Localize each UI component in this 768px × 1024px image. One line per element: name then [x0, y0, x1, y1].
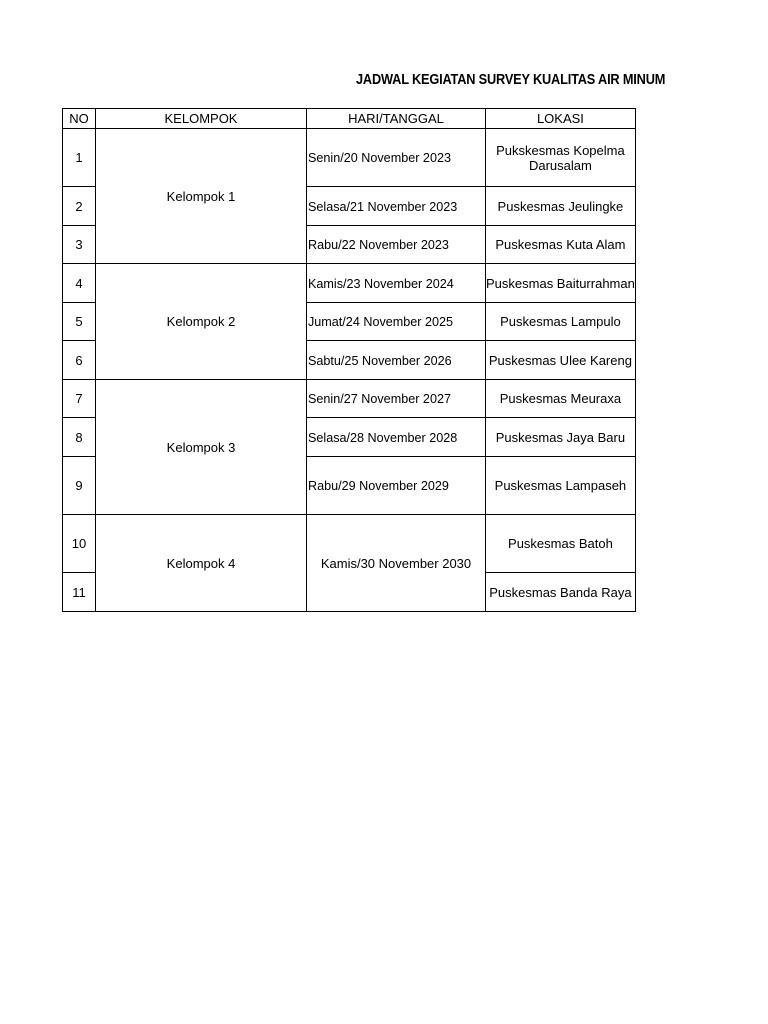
row-no: 2	[63, 187, 96, 226]
row-no: 11	[63, 573, 96, 612]
row-lokasi: Puskesmas Lampulo	[486, 303, 636, 341]
row-hari-tanggal: Sabtu/25 November 2026	[307, 341, 486, 380]
row-hari-tanggal: Rabu/22 November 2023	[307, 226, 486, 264]
document-title: JADWAL KEGIATAN SURVEY KUALITAS AIR MINUM	[356, 72, 666, 88]
row-no: 1	[63, 129, 96, 187]
row-no: 9	[63, 457, 96, 515]
row-no: 6	[63, 341, 96, 380]
row-no: 8	[63, 418, 96, 457]
header-hari-tanggal: HARI/TANGGAL	[307, 109, 486, 129]
row-no: 5	[63, 303, 96, 341]
row-hari-tanggal: Jumat/24 November 2025	[307, 303, 486, 341]
group-cell-kelompok-3: Kelompok 3	[96, 380, 307, 515]
row-no: 3	[63, 226, 96, 264]
row-no: 7	[63, 380, 96, 418]
schedule-table	[62, 108, 636, 612]
table-row	[63, 264, 636, 303]
table-row	[63, 380, 636, 418]
row-hari-tanggal: Kamis/23 November 2024	[307, 264, 486, 303]
table-row	[63, 129, 636, 187]
row-no: 10	[63, 515, 96, 573]
row-lokasi: Puskesmas Banda Raya	[486, 573, 636, 612]
row-hari-tanggal: Senin/27 November 2027	[307, 380, 486, 418]
row-lokasi: Puskesmas Kuta Alam	[486, 226, 636, 264]
row-lokasi: Puskesmas Lampaseh	[486, 457, 636, 515]
group-cell-kelompok-4: Kelompok 4	[96, 515, 307, 612]
row-hari-tanggal: Selasa/21 November 2023	[307, 187, 486, 226]
header-lokasi: LOKASI	[486, 109, 636, 129]
row-lokasi: Pukskesmas Kopelma Darusalam	[486, 129, 636, 187]
table-header-row	[63, 109, 636, 129]
table-row	[63, 515, 636, 573]
row-lokasi: Puskesmas Jeulingke	[486, 187, 636, 226]
row-hari-tanggal: Senin/20 November 2023	[307, 129, 486, 187]
row-lokasi: Puskesmas Batoh	[486, 515, 636, 573]
row-hari-tanggal: Kamis/30 November 2030	[307, 515, 486, 612]
row-lokasi: Puskesmas Ulee Kareng	[486, 341, 636, 380]
group-cell-kelompok-2: Kelompok 2	[96, 264, 307, 380]
row-lokasi: Puskesmas Jaya Baru	[486, 418, 636, 457]
row-hari-tanggal: Selasa/28 November 2028	[307, 418, 486, 457]
title-clip	[300, 70, 666, 94]
row-lokasi: Puskesmas Meuraxa	[486, 380, 636, 418]
row-lokasi: Puskesmas Baiturrahman	[486, 264, 636, 303]
header-no: NO	[63, 109, 96, 129]
row-hari-tanggal: Rabu/29 November 2029	[307, 457, 486, 515]
header-kelompok: KELOMPOK	[96, 109, 307, 129]
group-cell-kelompok-1: Kelompok 1	[96, 129, 307, 264]
row-no: 4	[63, 264, 96, 303]
